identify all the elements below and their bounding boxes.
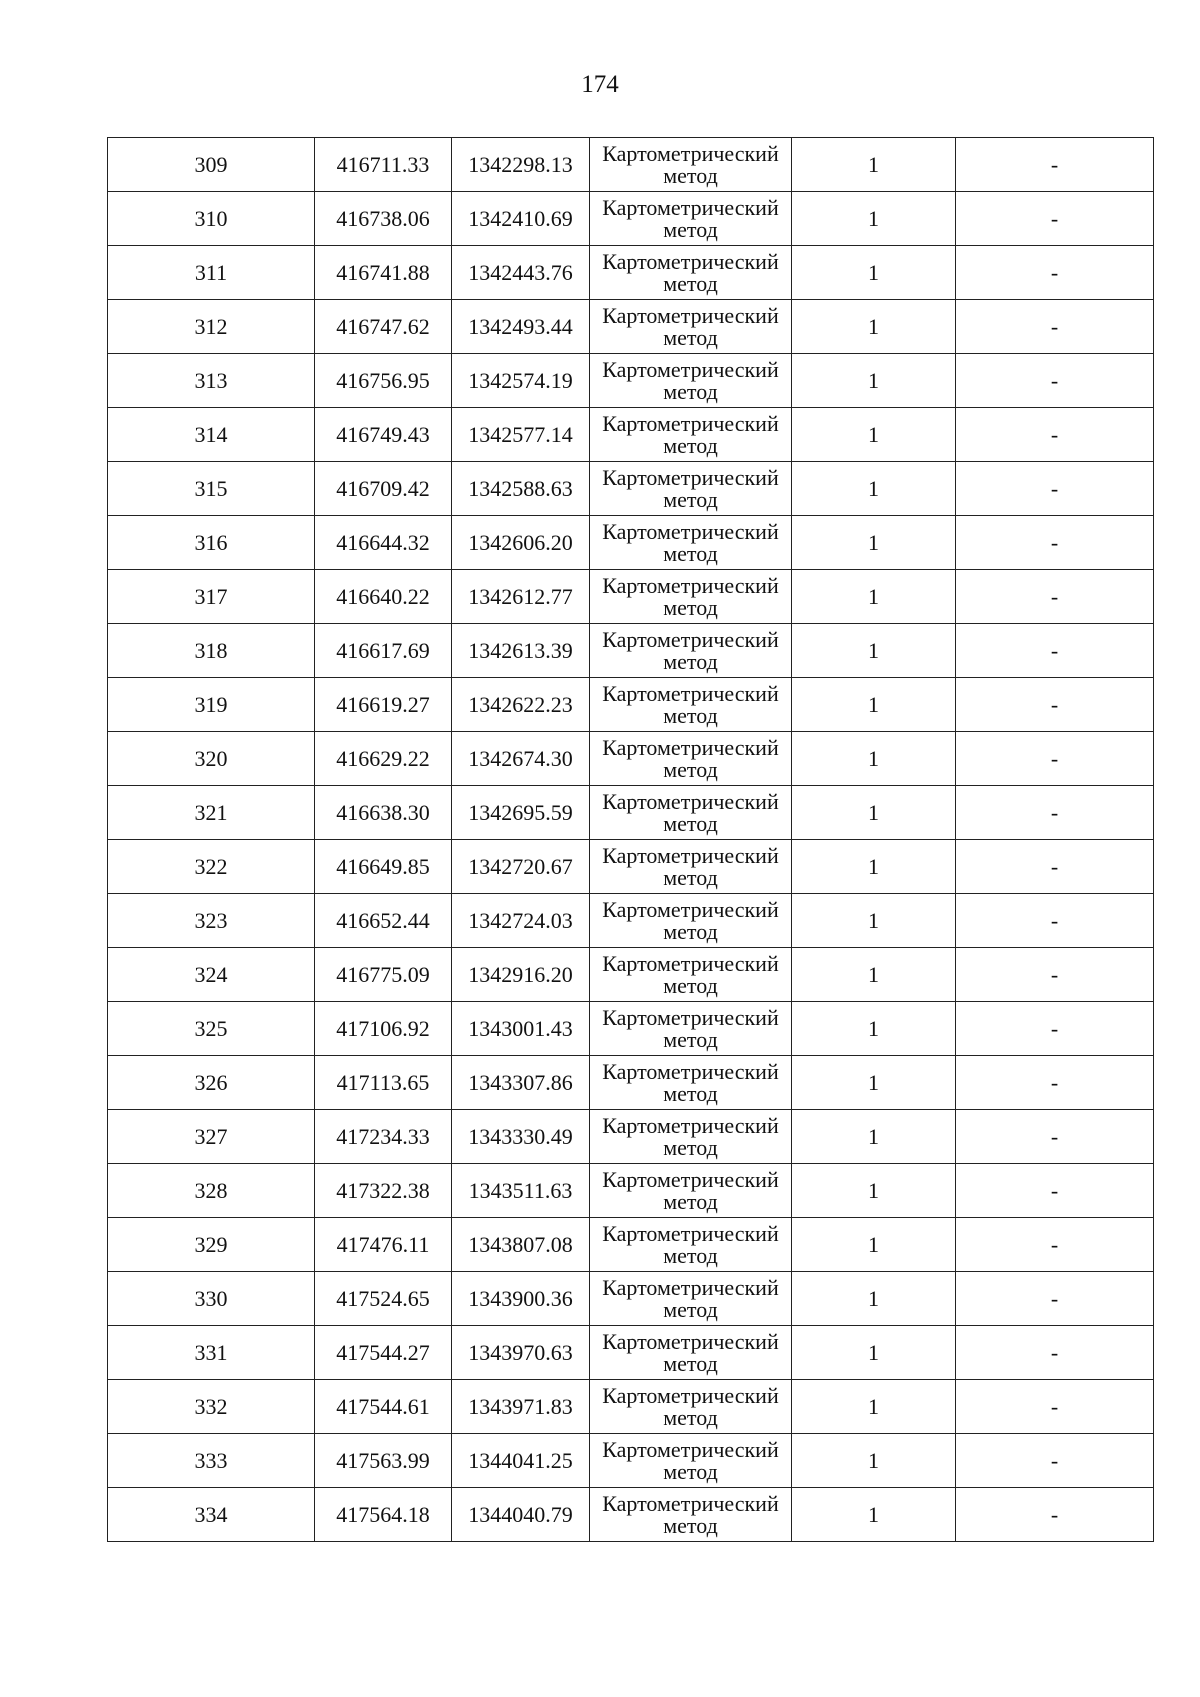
x-coordinate-cell: 417524.65: [315, 1272, 452, 1326]
x-coordinate-cell: 416711.33: [315, 138, 452, 192]
method-cell: [590, 732, 792, 786]
method-cell: [590, 1380, 792, 1434]
note-cell: -: [956, 948, 1154, 1002]
note-cell: -: [956, 246, 1154, 300]
note-cell: -: [956, 1164, 1154, 1218]
point-number-cell: 330: [108, 1272, 315, 1326]
table-row: [108, 894, 1154, 948]
point-number-cell: 309: [108, 138, 315, 192]
method-line-2: метод: [663, 1080, 718, 1106]
accuracy-cell: 1: [792, 462, 956, 516]
method-line-1: Картометрический: [602, 1166, 779, 1192]
method-line-1: Картометрический: [602, 464, 779, 490]
x-coordinate-cell: 416747.62: [315, 300, 452, 354]
accuracy-cell: 1: [792, 354, 956, 408]
method-cell: [590, 1002, 792, 1056]
accuracy-cell: 1: [792, 1218, 956, 1272]
method-cell: [590, 1056, 792, 1110]
table-row: [108, 516, 1154, 570]
table-row: [108, 246, 1154, 300]
accuracy-cell: 1: [792, 192, 956, 246]
point-number-cell: 316: [108, 516, 315, 570]
y-coordinate-cell: 1342613.39: [452, 624, 590, 678]
accuracy-cell: 1: [792, 678, 956, 732]
y-coordinate-cell: 1342574.19: [452, 354, 590, 408]
method-line-2: метод: [663, 972, 718, 998]
point-number-cell: 313: [108, 354, 315, 408]
accuracy-cell: 1: [792, 570, 956, 624]
method-line-1: Картометрический: [602, 356, 779, 382]
method-line-2: метод: [663, 270, 718, 296]
table-row: [108, 1002, 1154, 1056]
note-cell: -: [956, 570, 1154, 624]
method-line-2: метод: [663, 864, 718, 890]
point-number-cell: 311: [108, 246, 315, 300]
method-cell: [590, 246, 792, 300]
y-coordinate-cell: 1342916.20: [452, 948, 590, 1002]
method-line-1: Картометрический: [602, 248, 779, 274]
note-cell: -: [956, 354, 1154, 408]
note-cell: -: [956, 1488, 1154, 1542]
y-coordinate-cell: 1342695.59: [452, 786, 590, 840]
accuracy-cell: 1: [792, 516, 956, 570]
table-row: [108, 354, 1154, 408]
point-number-cell: 329: [108, 1218, 315, 1272]
point-number-cell: 317: [108, 570, 315, 624]
method-line-1: Картометрический: [602, 1328, 779, 1354]
y-coordinate-cell: 1342493.44: [452, 300, 590, 354]
x-coordinate-cell: 416709.42: [315, 462, 452, 516]
y-coordinate-cell: 1344041.25: [452, 1434, 590, 1488]
table-row: [108, 678, 1154, 732]
method-cell: [590, 462, 792, 516]
method-line-1: Картометрический: [602, 1112, 779, 1138]
x-coordinate-cell: 417563.99: [315, 1434, 452, 1488]
accuracy-cell: 1: [792, 624, 956, 678]
note-cell: -: [956, 1056, 1154, 1110]
method-line-2: метод: [663, 594, 718, 620]
method-line-1: Картометрический: [602, 950, 779, 976]
y-coordinate-cell: 1343330.49: [452, 1110, 590, 1164]
method-cell: [590, 1272, 792, 1326]
table-row: [108, 192, 1154, 246]
x-coordinate-cell: 416640.22: [315, 570, 452, 624]
y-coordinate-cell: 1342443.76: [452, 246, 590, 300]
coordinates-table: [107, 137, 1154, 1542]
table-row: [108, 570, 1154, 624]
method-line-2: метод: [663, 810, 718, 836]
point-number-cell: 328: [108, 1164, 315, 1218]
method-line-1: Картометрический: [602, 680, 779, 706]
method-cell: [590, 570, 792, 624]
table-row: [108, 624, 1154, 678]
page-number: 174: [581, 71, 619, 98]
method-line-1: Картометрический: [602, 1058, 779, 1084]
method-line-2: метод: [663, 486, 718, 512]
y-coordinate-cell: 1342612.77: [452, 570, 590, 624]
table-row: [108, 1164, 1154, 1218]
method-cell: [590, 840, 792, 894]
accuracy-cell: 1: [792, 138, 956, 192]
point-number-cell: 310: [108, 192, 315, 246]
accuracy-cell: 1: [792, 1488, 956, 1542]
point-number-cell: 323: [108, 894, 315, 948]
method-cell: [590, 408, 792, 462]
x-coordinate-cell: 416738.06: [315, 192, 452, 246]
note-cell: -: [956, 1326, 1154, 1380]
note-cell: -: [956, 192, 1154, 246]
x-coordinate-cell: 416629.22: [315, 732, 452, 786]
method-cell: [590, 1218, 792, 1272]
method-line-1: Картометрический: [602, 1436, 779, 1462]
note-cell: -: [956, 1434, 1154, 1488]
point-number-cell: 334: [108, 1488, 315, 1542]
x-coordinate-cell: 417106.92: [315, 1002, 452, 1056]
method-line-2: метод: [663, 1404, 718, 1430]
y-coordinate-cell: 1343971.83: [452, 1380, 590, 1434]
accuracy-cell: 1: [792, 1056, 956, 1110]
note-cell: -: [956, 1110, 1154, 1164]
y-coordinate-cell: 1342674.30: [452, 732, 590, 786]
method-line-1: Картометрический: [602, 1274, 779, 1300]
note-cell: -: [956, 786, 1154, 840]
point-number-cell: 315: [108, 462, 315, 516]
method-cell: [590, 894, 792, 948]
x-coordinate-cell: 416756.95: [315, 354, 452, 408]
y-coordinate-cell: 1342298.13: [452, 138, 590, 192]
point-number-cell: 322: [108, 840, 315, 894]
method-cell: [590, 1164, 792, 1218]
method-line-1: Картометрический: [602, 1004, 779, 1030]
y-coordinate-cell: 1343511.63: [452, 1164, 590, 1218]
y-coordinate-cell: 1343807.08: [452, 1218, 590, 1272]
method-line-2: метод: [663, 648, 718, 674]
note-cell: -: [956, 516, 1154, 570]
accuracy-cell: 1: [792, 894, 956, 948]
note-cell: -: [956, 894, 1154, 948]
point-number-cell: 332: [108, 1380, 315, 1434]
method-line-2: метод: [663, 1134, 718, 1160]
table-row: [108, 1272, 1154, 1326]
method-cell: [590, 192, 792, 246]
note-cell: -: [956, 1002, 1154, 1056]
table-row: [108, 1218, 1154, 1272]
method-line-1: Картометрический: [602, 140, 779, 166]
point-number-cell: 333: [108, 1434, 315, 1488]
method-line-1: Картометрический: [602, 572, 779, 598]
method-line-1: Картометрический: [602, 1382, 779, 1408]
point-number-cell: 314: [108, 408, 315, 462]
method-line-2: метод: [663, 216, 718, 242]
method-line-1: Картометрический: [602, 734, 779, 760]
method-line-2: метод: [663, 1242, 718, 1268]
accuracy-cell: 1: [792, 732, 956, 786]
point-number-cell: 325: [108, 1002, 315, 1056]
y-coordinate-cell: 1342577.14: [452, 408, 590, 462]
table-row: [108, 138, 1154, 192]
note-cell: -: [956, 678, 1154, 732]
method-line-2: метод: [663, 432, 718, 458]
accuracy-cell: 1: [792, 1002, 956, 1056]
x-coordinate-cell: 417234.33: [315, 1110, 452, 1164]
y-coordinate-cell: 1342622.23: [452, 678, 590, 732]
accuracy-cell: 1: [792, 408, 956, 462]
coordinates-table-body: [108, 138, 1154, 1542]
method-line-2: метод: [663, 1458, 718, 1484]
method-cell: [590, 1326, 792, 1380]
y-coordinate-cell: 1343900.36: [452, 1272, 590, 1326]
accuracy-cell: 1: [792, 1380, 956, 1434]
y-coordinate-cell: 1342410.69: [452, 192, 590, 246]
accuracy-cell: 1: [792, 1326, 956, 1380]
method-cell: [590, 300, 792, 354]
method-cell: [590, 1434, 792, 1488]
x-coordinate-cell: 417322.38: [315, 1164, 452, 1218]
method-cell: [590, 516, 792, 570]
note-cell: -: [956, 138, 1154, 192]
table-row: [108, 300, 1154, 354]
x-coordinate-cell: 416775.09: [315, 948, 452, 1002]
y-coordinate-cell: 1342606.20: [452, 516, 590, 570]
note-cell: -: [956, 408, 1154, 462]
table-row: [108, 1326, 1154, 1380]
method-line-2: метод: [663, 1512, 718, 1538]
method-line-1: Картометрический: [602, 1220, 779, 1246]
point-number-cell: 318: [108, 624, 315, 678]
note-cell: -: [956, 462, 1154, 516]
method-line-2: метод: [663, 324, 718, 350]
accuracy-cell: 1: [792, 948, 956, 1002]
method-line-2: метод: [663, 1026, 718, 1052]
y-coordinate-cell: 1342720.67: [452, 840, 590, 894]
note-cell: -: [956, 840, 1154, 894]
x-coordinate-cell: 416652.44: [315, 894, 452, 948]
table-row: [108, 1488, 1154, 1542]
method-cell: [590, 624, 792, 678]
method-cell: [590, 1488, 792, 1542]
note-cell: -: [956, 1218, 1154, 1272]
point-number-cell: 312: [108, 300, 315, 354]
table-row: [108, 732, 1154, 786]
method-line-1: Картометрический: [602, 896, 779, 922]
x-coordinate-cell: 416749.43: [315, 408, 452, 462]
accuracy-cell: 1: [792, 246, 956, 300]
accuracy-cell: 1: [792, 300, 956, 354]
note-cell: -: [956, 1272, 1154, 1326]
method-line-2: метод: [663, 918, 718, 944]
method-line-2: метод: [663, 1350, 718, 1376]
table-row: [108, 1434, 1154, 1488]
x-coordinate-cell: 417544.61: [315, 1380, 452, 1434]
table-row: [108, 462, 1154, 516]
point-number-cell: 321: [108, 786, 315, 840]
point-number-cell: 319: [108, 678, 315, 732]
table-row: [108, 948, 1154, 1002]
method-line-2: метод: [663, 540, 718, 566]
method-line-1: Картометрический: [602, 194, 779, 220]
method-line-1: Картометрический: [602, 626, 779, 652]
y-coordinate-cell: 1343970.63: [452, 1326, 590, 1380]
point-number-cell: 327: [108, 1110, 315, 1164]
table-row: [108, 786, 1154, 840]
method-line-1: Картометрический: [602, 410, 779, 436]
y-coordinate-cell: 1342588.63: [452, 462, 590, 516]
x-coordinate-cell: 416619.27: [315, 678, 452, 732]
note-cell: -: [956, 1380, 1154, 1434]
method-line-2: метод: [663, 702, 718, 728]
x-coordinate-cell: 417113.65: [315, 1056, 452, 1110]
table-row: [108, 408, 1154, 462]
y-coordinate-cell: 1343307.86: [452, 1056, 590, 1110]
table-row: [108, 1056, 1154, 1110]
method-line-1: Картометрический: [602, 302, 779, 328]
point-number-cell: 324: [108, 948, 315, 1002]
x-coordinate-cell: 416638.30: [315, 786, 452, 840]
x-coordinate-cell: 416644.32: [315, 516, 452, 570]
x-coordinate-cell: 417564.18: [315, 1488, 452, 1542]
method-line-2: метод: [663, 378, 718, 404]
y-coordinate-cell: 1342724.03: [452, 894, 590, 948]
x-coordinate-cell: 417476.11: [315, 1218, 452, 1272]
method-cell: [590, 354, 792, 408]
note-cell: -: [956, 300, 1154, 354]
y-coordinate-cell: 1343001.43: [452, 1002, 590, 1056]
accuracy-cell: 1: [792, 1110, 956, 1164]
x-coordinate-cell: 416617.69: [315, 624, 452, 678]
method-cell: [590, 138, 792, 192]
accuracy-cell: 1: [792, 1164, 956, 1218]
accuracy-cell: 1: [792, 1434, 956, 1488]
point-number-cell: 320: [108, 732, 315, 786]
note-cell: -: [956, 624, 1154, 678]
method-line-1: Картометрический: [602, 842, 779, 868]
method-line-2: метод: [663, 162, 718, 188]
method-cell: [590, 786, 792, 840]
accuracy-cell: 1: [792, 786, 956, 840]
accuracy-cell: 1: [792, 840, 956, 894]
table-row: [108, 1110, 1154, 1164]
y-coordinate-cell: 1344040.79: [452, 1488, 590, 1542]
accuracy-cell: 1: [792, 1272, 956, 1326]
method-line-1: Картометрический: [602, 518, 779, 544]
point-number-cell: 331: [108, 1326, 315, 1380]
x-coordinate-cell: 417544.27: [315, 1326, 452, 1380]
method-line-1: Картометрический: [602, 1490, 779, 1516]
table-row: [108, 840, 1154, 894]
x-coordinate-cell: 416649.85: [315, 840, 452, 894]
point-number-cell: 326: [108, 1056, 315, 1110]
method-cell: [590, 678, 792, 732]
note-cell: -: [956, 732, 1154, 786]
method-line-2: метод: [663, 756, 718, 782]
method-cell: [590, 1110, 792, 1164]
method-cell: [590, 948, 792, 1002]
method-line-2: метод: [663, 1296, 718, 1322]
method-line-2: метод: [663, 1188, 718, 1214]
x-coordinate-cell: 416741.88: [315, 246, 452, 300]
method-line-1: Картометрический: [602, 788, 779, 814]
table-row: [108, 1380, 1154, 1434]
